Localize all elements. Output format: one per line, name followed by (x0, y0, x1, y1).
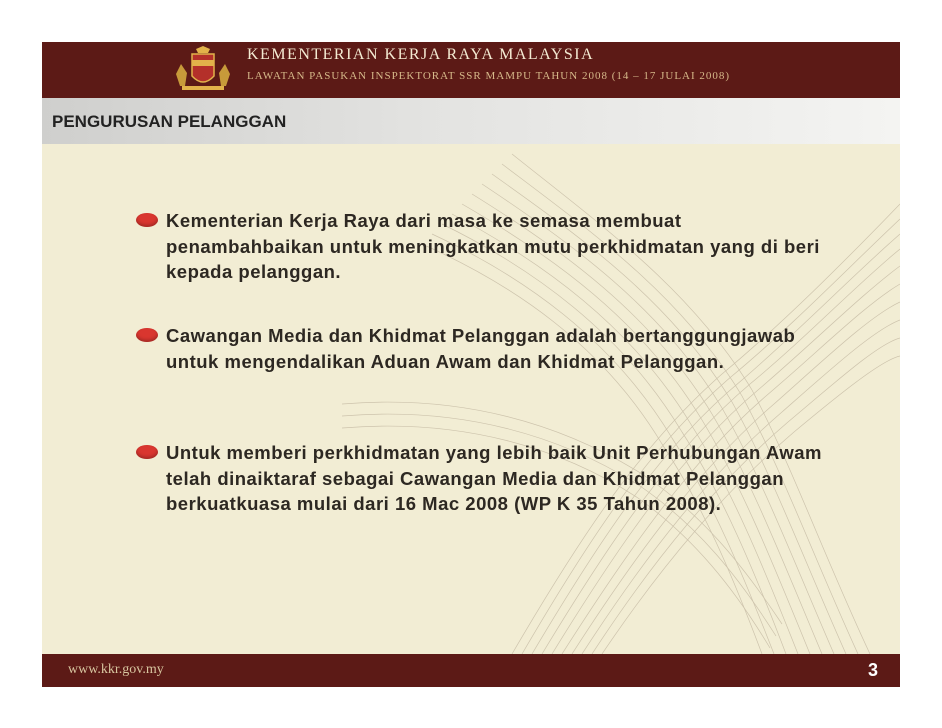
bullet-dot-icon (136, 445, 158, 459)
visit-subtitle: LAWATAN PASUKAN INSPEKTORAT SSR MAMPU TAHUN 2008 (14 – 17 JULAI 2008) (247, 70, 731, 82)
bullet-dot-icon (136, 213, 158, 227)
bullet-text: Untuk memberi perkhidmatan yang lebih baik Unit Perhubungan Awam telah dinaiktaraf sebagai Cawangan Media dan Khidmat Pelanggan berkuatkuasa mulai dari 16 Mac 2008 (WP K 35 Tahun 2008). (166, 442, 822, 514)
coat-of-arms-icon (172, 46, 234, 94)
title-bar (42, 98, 900, 144)
bullet-dot-icon (136, 328, 158, 342)
page-number: 3 (867, 660, 878, 680)
footer-bar (42, 654, 900, 687)
ministry-name: KEMENTERIAN KERJA RAYA MALAYSIA (247, 46, 595, 63)
bullet-text: Kementerian Kerja Raya dari masa ke semasa membuat penambahbaikan untuk meningkatkan mutu perkhidmatan yang di beri kepada pelanggan. (166, 210, 820, 282)
slide-title: PENGURUSAN PELANGGAN (52, 112, 287, 131)
header-bar (42, 42, 900, 98)
bullet-text: Cawangan Media dan Khidmat Pelanggan adalah bertanggungjawab untuk mengendalikan Aduan Awam dan Khidmat Pelanggan. (166, 325, 796, 372)
slide (42, 42, 900, 687)
website-link[interactable]: www.kkr.gov.my (68, 662, 164, 677)
